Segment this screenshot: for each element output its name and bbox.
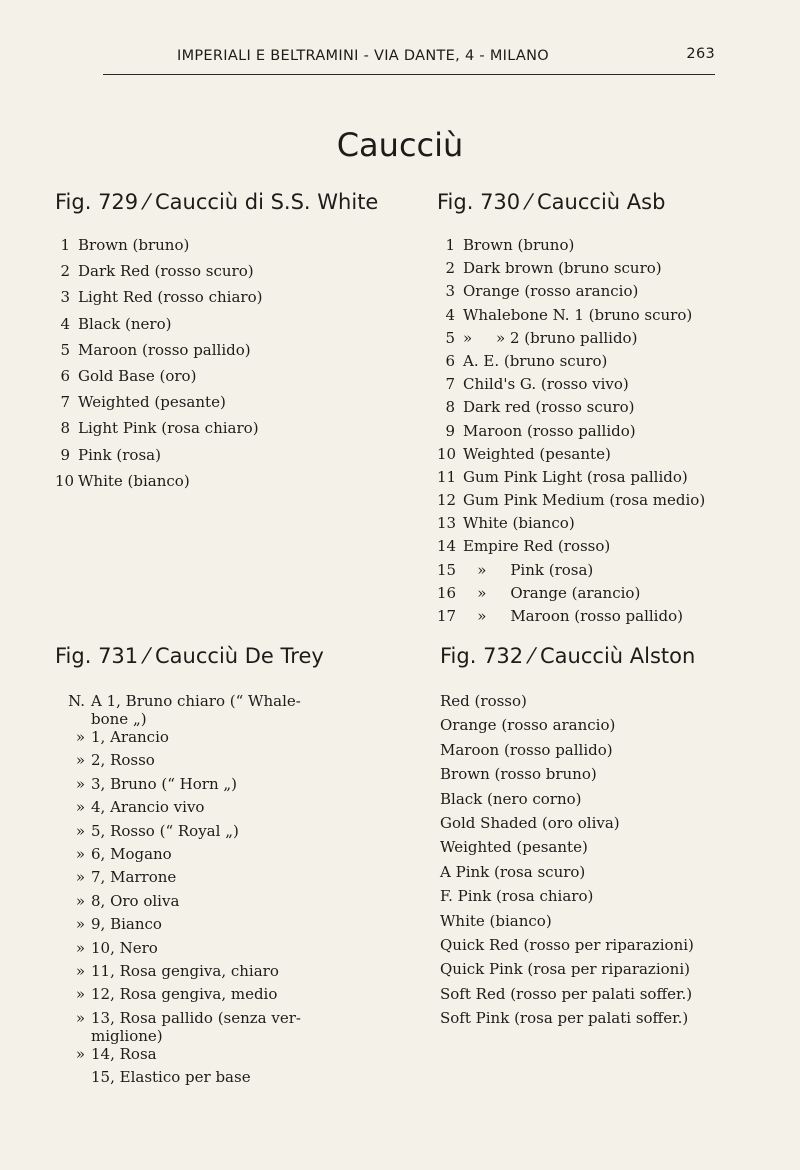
fig-731-heading: Fig. 731 ⁄ Caucciù De Trey (55, 644, 324, 668)
list-item: Red (rosso) (440, 692, 527, 710)
list-item: Orange (rosso arancio) (440, 716, 616, 735)
list-item: 4 Whalebone N. 1 (bruno scuro) (445, 305, 693, 324)
list-item: 5 » » 2 (bruno pallido) (445, 328, 638, 347)
fig-730-heading: Fig. 730 ⁄ Caucciù Asb (437, 190, 666, 214)
list-item: » 4, Arancio vivo (75, 798, 205, 817)
list-item: A Pink (rosa scuro) (440, 862, 586, 881)
list-item: 1 Brown (bruno) (60, 236, 190, 254)
page-number: 263 (686, 46, 715, 62)
list-item: » 2, Rosso (75, 751, 155, 770)
list-item: 9 Maroon (rosso pallido) (445, 421, 636, 440)
list-item: White (bianco) (440, 911, 552, 930)
list-item: Maroon (rosso pallido) (440, 740, 613, 759)
list-item: 3 Orange (rosso arancio) (445, 282, 639, 301)
list-item: » 9, Bianco (75, 915, 162, 934)
page-title: Caucciù (336, 126, 464, 165)
header-rule (103, 74, 715, 75)
list-item: 2 Dark brown (bruno scuro) (445, 259, 662, 278)
fig-729-list (55, 236, 378, 498)
list-item: 5 Maroon (rosso pallido) (60, 340, 251, 359)
list-item: F. Pink (rosa chiaro) (440, 887, 594, 906)
list-item: » 12, Rosa gengiva, medio (75, 985, 278, 1004)
fig-732-section (440, 644, 695, 1033)
list-item: 17 » Maroon (rosso pallido) (437, 607, 683, 625)
fig-731-section (55, 644, 331, 1091)
list-item: 11 Gum Pink Light (rosa pallido) (437, 467, 688, 486)
running-header: IMPERIALI E BELTRAMINI - VIA DANTE, 4 - MILANO (177, 48, 550, 64)
list-item: » 6, Mogano (75, 844, 172, 863)
list-item: 4 Black (nero) (60, 314, 172, 333)
list-item: 9 Pink (rosa) (60, 445, 161, 464)
list-item: 15 » Pink (rosa) (437, 560, 594, 579)
fig-732-list (440, 692, 695, 1033)
list-item: 2 Dark Red (rosso scuro) (60, 262, 254, 281)
list-item: Brown (rosso bruno) (440, 765, 597, 784)
list-item: » 5, Rosso (“ Royal „) (75, 821, 239, 840)
fig-732-heading: Fig. 732 ⁄ Caucciù Alston (440, 644, 696, 668)
fig-729-section (55, 190, 378, 498)
list-item: 13 White (bianco) (437, 514, 575, 533)
list-item: Gold Shaded (oro oliva) (440, 813, 620, 832)
list-item: 7 Child's G. (rosso vivo) (445, 375, 629, 394)
list-item: 6 Gold Base (oro) (60, 366, 197, 385)
list-item: 15, Elastico per base (91, 1068, 251, 1087)
list-item: 14 Empire Red (rosso) (437, 537, 611, 556)
list-item: » 7, Marrone (75, 868, 177, 887)
fig-730-section (437, 190, 705, 630)
list-item: Quick Red (rosso per riparazioni) (440, 935, 694, 954)
list-item: Soft Pink (rosa per palati soffer.) (440, 1009, 689, 1028)
list-item: Soft Red (rosso per palati soffer.) (440, 984, 693, 1003)
list-item: » 8, Oro oliva (75, 891, 180, 910)
list-item: » 13, Rosa pallido (senza ver- miglione) (75, 1008, 301, 1045)
list-item: 1 Brown (bruno) (445, 236, 575, 254)
list-item: Quick Pink (rosa per riparazioni) (440, 960, 690, 979)
fig-731-list (55, 692, 331, 1091)
list-item: 8 Light Pink (rosa chiaro) (60, 419, 259, 438)
list-item: 6 A. E. (bruno scuro) (445, 351, 608, 370)
list-item: » 10, Nero (75, 938, 158, 957)
list-item: 16 » Orange (arancio) (437, 583, 641, 602)
list-item: 12 Gum Pink Medium (rosa medio) (437, 491, 706, 510)
fig-729-heading: Fig. 729 ⁄ Caucciù di S.S. White (55, 190, 379, 214)
list-item: » 3, Bruno (“ Horn „) (75, 774, 238, 793)
list-item: Black (nero corno) (440, 789, 582, 808)
list-item: 3 Light Red (rosso chiaro) (60, 288, 263, 307)
list-item: 7 Weighted (pesante) (60, 393, 226, 412)
list-item: 8 Dark red (rosso scuro) (445, 398, 635, 417)
fig-730-list (437, 236, 705, 630)
list-item: 10 Weighted (pesante) (437, 444, 611, 463)
list-item: » 11, Rosa gengiva, chiaro (75, 961, 279, 980)
list-item: N. A 1, Bruno chiaro (“ Whale- bone „) (68, 692, 301, 728)
list-item: Weighted (pesante) (440, 838, 588, 857)
list-item: 10 White (bianco) (55, 471, 190, 490)
list-item: » 14, Rosa (75, 1044, 157, 1063)
list-item: » 1, Arancio (75, 728, 169, 746)
